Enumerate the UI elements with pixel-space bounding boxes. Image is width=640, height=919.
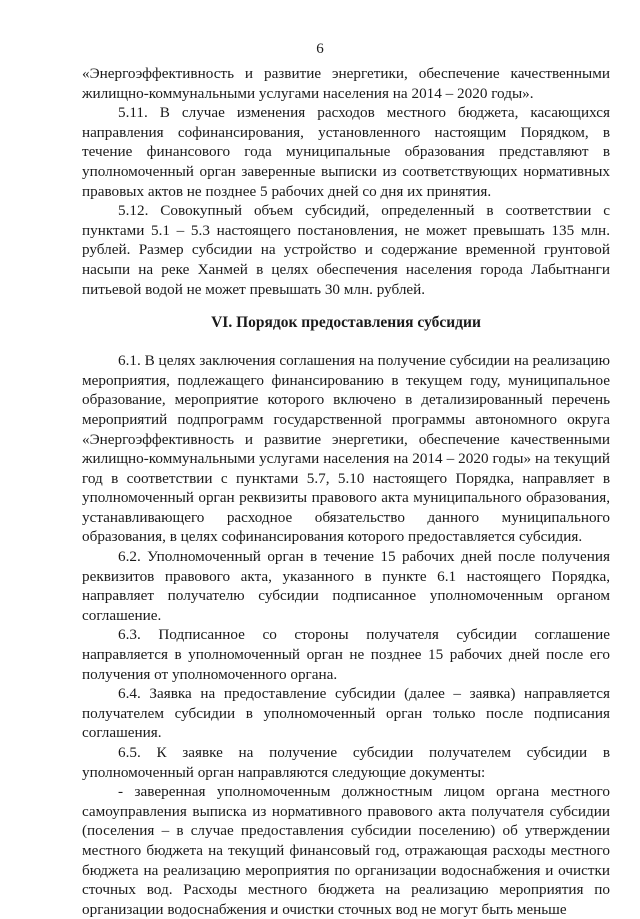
- paragraph-6-5: 6.5. К заявке на получение субсидии получателем субсидии в уполномоченный орган направляются следующие документы:: [82, 744, 610, 781]
- list-item-budget-extract: - заверенная уполномоченным должностным лицом органа местного самоуправления выписка из нормативного правового акта получателя субсидии (поселения – в случае предоставления субсидии поселению) об утверждении местного бюджета на текущий финансовый год, отражающая расходы местного бюджета на реализацию мероприятия по организации водоснабжения и очистки сточных вод. Расходы местного бюджета на реализацию мероприятия по организации водоснабжения и очистки сточных вод не могут быть меньше: [82, 783, 610, 918]
- page-number: 6: [316, 41, 324, 57]
- paragraph-6-1: 6.1. В целях заключения соглашения на получение субсидии на реализацию мероприятия, подлежащего финансированию в текущем году, муниципальное образование, мероприятие которого включено в детализированный перечень мероприятий подпрограмм государственной программы автономного округа «Энергоэффективность и развитие энергетики, обеспечение качественными жилищно-коммунальными услугами населения на 2014 – 2020 годы» на текущий год в соответствии с пунктами 5.7, 5.10 настоящего Порядка, направляет в уполномоченный орган реквизиты правового акта муниципального образования, устанавливающего расходное обязательство данного муниципального образования, в целях софинансирования которого предоставляется субсидия.: [82, 352, 610, 546]
- paragraph-5-11: 5.11. В случае изменения расходов местного бюджета, касающихся направления софинансирования, установленного настоящим Порядком, в течение финансового года муниципальные образования представляют в уполномоченный орган заверенные выписки из соответствующих нормативных правовых актов не позднее 5 рабочих дней со дня их принятия.: [82, 104, 610, 200]
- paragraph-5-12: 5.12. Совокупный объем субсидий, определенный в соответствии с пунктами 5.1 – 5.3 настоящего постановления, не может превышать 135 млн. рублей. Размер субсидии на устройство и содержание временной грунтовой насыпи на реке Ханмей в целях обеспечения населения города Лабытнанги питьевой водой не может превышать 30 млн. рублей.: [82, 202, 610, 298]
- document-body: [82, 64, 610, 919]
- paragraph-6-2: 6.2. Уполномоченный орган в течение 15 рабочих дней после получения реквизитов правового акта, указанного в пункте 6.1 настоящего Порядка, направляет получателю субсидии подписанное уполномоченным органом соглашение.: [82, 548, 610, 624]
- paragraph-6-3: 6.3. Подписанное со стороны получателя субсидии соглашение направляется в уполномоченный орган не позднее 15 рабочих дней после его получения от уполномоченного органа.: [82, 626, 610, 683]
- paragraph-program-title-end: «Энергоэффективность и развитие энергетики, обеспечение качественными жилищно-коммунальными услугами населения на 2014 – 2020 годы».: [82, 65, 610, 102]
- section-heading: VI. Порядок предоставления субсидии: [211, 314, 481, 332]
- paragraph-6-4: 6.4. Заявка на предоставление субсидии (далее – заявка) направляется получателем субсидии в уполномоченный орган только после подписания соглашения.: [82, 685, 610, 742]
